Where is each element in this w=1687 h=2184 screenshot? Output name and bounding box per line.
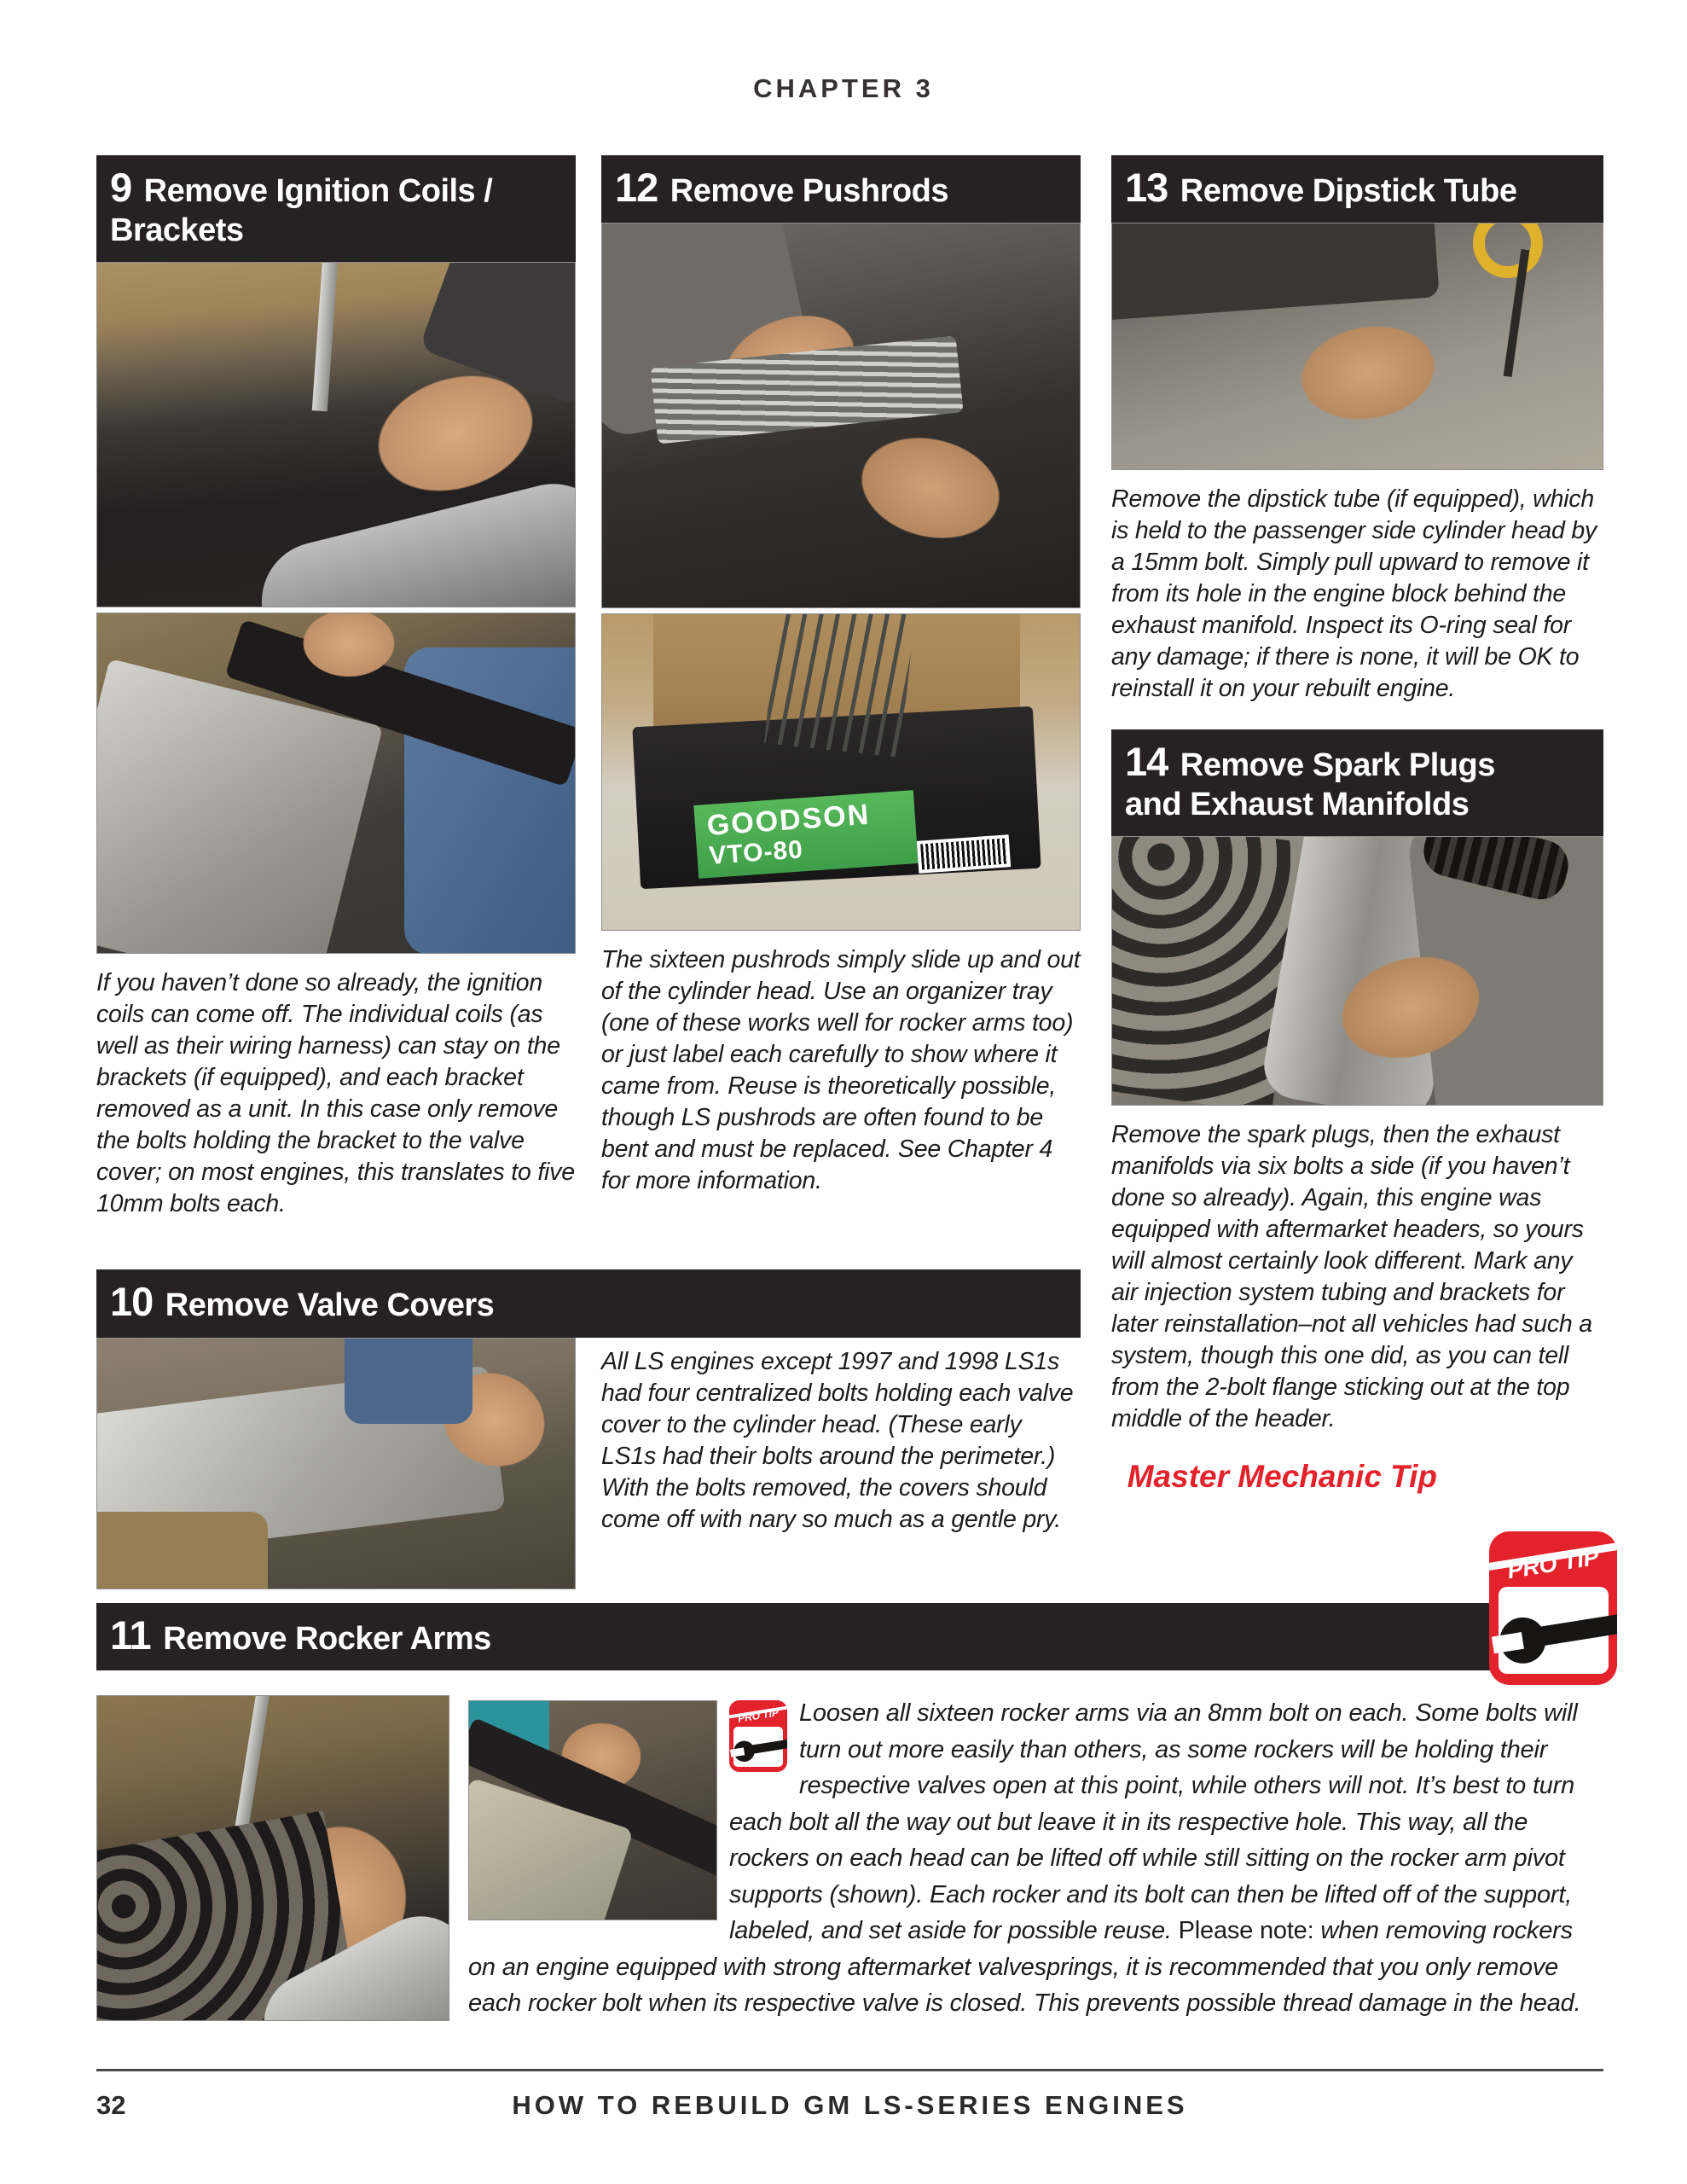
tip-text-part1: Loosen all sixteen rocker arms via an 8mm bolt on each. Some bolts will turn out more easily than others, as some rockers will be holding their respective valves open at this point, while others will not. It’s best to turn each bolt all the way out but leave it in its respective hole. This way, all the rockers on each head can be lifted off while still sitting on the rocker arm pivot supports (shown). Each rocker and its bolt can then be lifted off of the support, labeled, and set aside for possible reuse. [729, 1699, 1578, 1945]
right-zone [1111, 155, 1603, 1495]
pulling-hand [1265, 293, 1472, 452]
photo-step9-coil-bracket [96, 613, 576, 954]
photo-step11-rocker-rail [468, 1700, 717, 1920]
step-11-title: Remove Rocker Arms [163, 1620, 491, 1657]
extension-bar [312, 262, 339, 411]
step-11-section [96, 1544, 1603, 2047]
master-mechanic-tip-label: Master Mechanic Tip [1127, 1459, 1437, 1495]
step-13-caption: Remove the dipstick tube (if equipped), which is held to the passenger side cylinder head by a 15mm bolt. Simply pull upward to remove it from its hole in the engine block behind the exhaust manifold. Inspect its O-ring seal for any damage; if there is none, it will be OK to reinstall it on your rebuilt engine. [1111, 485, 1597, 703]
step-13-number: 13 [1125, 165, 1168, 210]
step-12-section [601, 155, 1081, 1244]
step-11-header-bar [96, 1603, 1603, 1670]
step-12-caption: The sixteen pushrods simply slide up and out of the cylinder head. Use an organizer tray (one of these works well for rocker arms too) or just label each carefully to show where it came from. Reuse is theoretically possible, though LS pushrods are often found to be bent and must be replaced. See Chapter 4 for more information. [601, 946, 1081, 1195]
step-11-content [96, 1695, 1603, 2047]
tray-model-label: VTO-80 [708, 835, 804, 871]
step-12-number: 12 [615, 165, 658, 210]
step-14-number: 14 [1125, 738, 1168, 784]
step-9-number: 9 [110, 165, 132, 210]
page-footer [96, 2069, 1603, 2121]
photo-step9-coil-removal [96, 262, 576, 607]
left-zone [96, 155, 1081, 1589]
step-14-header-bar [1111, 729, 1603, 836]
pushrods-standing [764, 613, 918, 758]
wrench-icon-small [730, 1728, 787, 1768]
tray-brand-label: GOODSON [705, 799, 872, 843]
pro-tip-icon-small [729, 1700, 787, 1772]
photo-step14-manifold [1111, 836, 1603, 1106]
photo-step12-pushrods-hands [601, 223, 1081, 608]
step-9-title: Remove Ignition Coils / Brackets [110, 173, 493, 249]
pro-tip-icon-large [1489, 1531, 1617, 1685]
step-10-title: Remove Valve Covers [165, 1287, 495, 1324]
photo-step11-rocker-bolts [96, 1695, 449, 2021]
step-13-title: Remove Dipstick Tube [1180, 173, 1517, 209]
chapter-header: CHAPTER 3 [753, 73, 934, 103]
blue-jeans-bg [345, 1338, 472, 1424]
step-14-title: Remove Spark Plugs and Exhaust Manifolds [1125, 746, 1495, 823]
step-12-title: Remove Pushrods [670, 173, 948, 209]
step-11-number: 11 [110, 1612, 151, 1658]
hand-lower [819, 398, 1042, 578]
pro-tip-badge-text: PRO TIP [1505, 1544, 1601, 1584]
step-9-caption: If you haven’t done so already, the ignition coils can come off. The individual coils (as well as their wiring harness) can stay on the brackets (if equipped), and each bracket removed as a unit. In this case only remove the bolts holding the bracket to the valve cover; on most engines, this translates to five 10mm bolts each. [96, 968, 575, 1217]
step-14-caption: Remove the spark plugs, then the exhaust manifolds via six bolts a side (if you haven’t done so already). Again, this engine was equipped with aftermarket headers, so yours will almost certainly look different. Mark any air injection system tubing and brackets for later reinstallation–not all vehicles had such a system, though this one did, as you can tell from the 2-bolt flange sticking out at the top middle of the header. [1111, 1120, 1592, 1432]
page-number: 32 [96, 2089, 126, 2120]
floor-tan [96, 1512, 268, 1589]
step-10-caption: All LS engines except 1997 and 1998 LS1s had four centralized bolts holding each valve cover to the cylinder head. (These early LS1s had their bolts around the perimeter.) With the bolts removed, the covers should come off with nary so much as a gentle pry. [601, 1347, 1074, 1533]
main-columns [96, 155, 1603, 1589]
step-9-header-bar [96, 155, 576, 262]
photo-step10-valve-cover [96, 1338, 576, 1589]
step-12-header-bar [601, 155, 1081, 223]
dipstick-handle [1473, 223, 1543, 278]
holding-hand [285, 613, 413, 690]
step-10-number: 10 [110, 1279, 154, 1325]
tip-text-part2: when removing rockers on an engine equipped with strong aftermarket valvesprings, it is recommended that you only remove each rocker bolt when its respective valve is closed. This prevents possible thread damage in the head. [468, 1917, 1581, 2018]
wrench-icon [1492, 1589, 1617, 1676]
photo-step12-organizer-tray [601, 613, 1081, 931]
step-9-section [96, 155, 576, 1244]
step-10-section [96, 1269, 1081, 1589]
tray-barcode [917, 835, 1011, 874]
step-13-section [1111, 155, 1603, 705]
tip-note-label: Please note: [1178, 1917, 1314, 1945]
footer-title: HOW TO REBUILD GM LS-SERIES ENGINES [512, 2089, 1188, 2120]
pro-tip-badge-text-small: PRO TIP [737, 1706, 780, 1725]
page-content [96, 155, 1603, 2121]
step-10-header-bar [96, 1269, 1081, 1337]
step-13-header-bar [1111, 155, 1603, 223]
step-10-row [96, 1338, 1081, 1589]
step-14-section [1111, 729, 1603, 1435]
top-row [96, 155, 1081, 1244]
photo-step13-dipstick-tube [1111, 223, 1603, 470]
